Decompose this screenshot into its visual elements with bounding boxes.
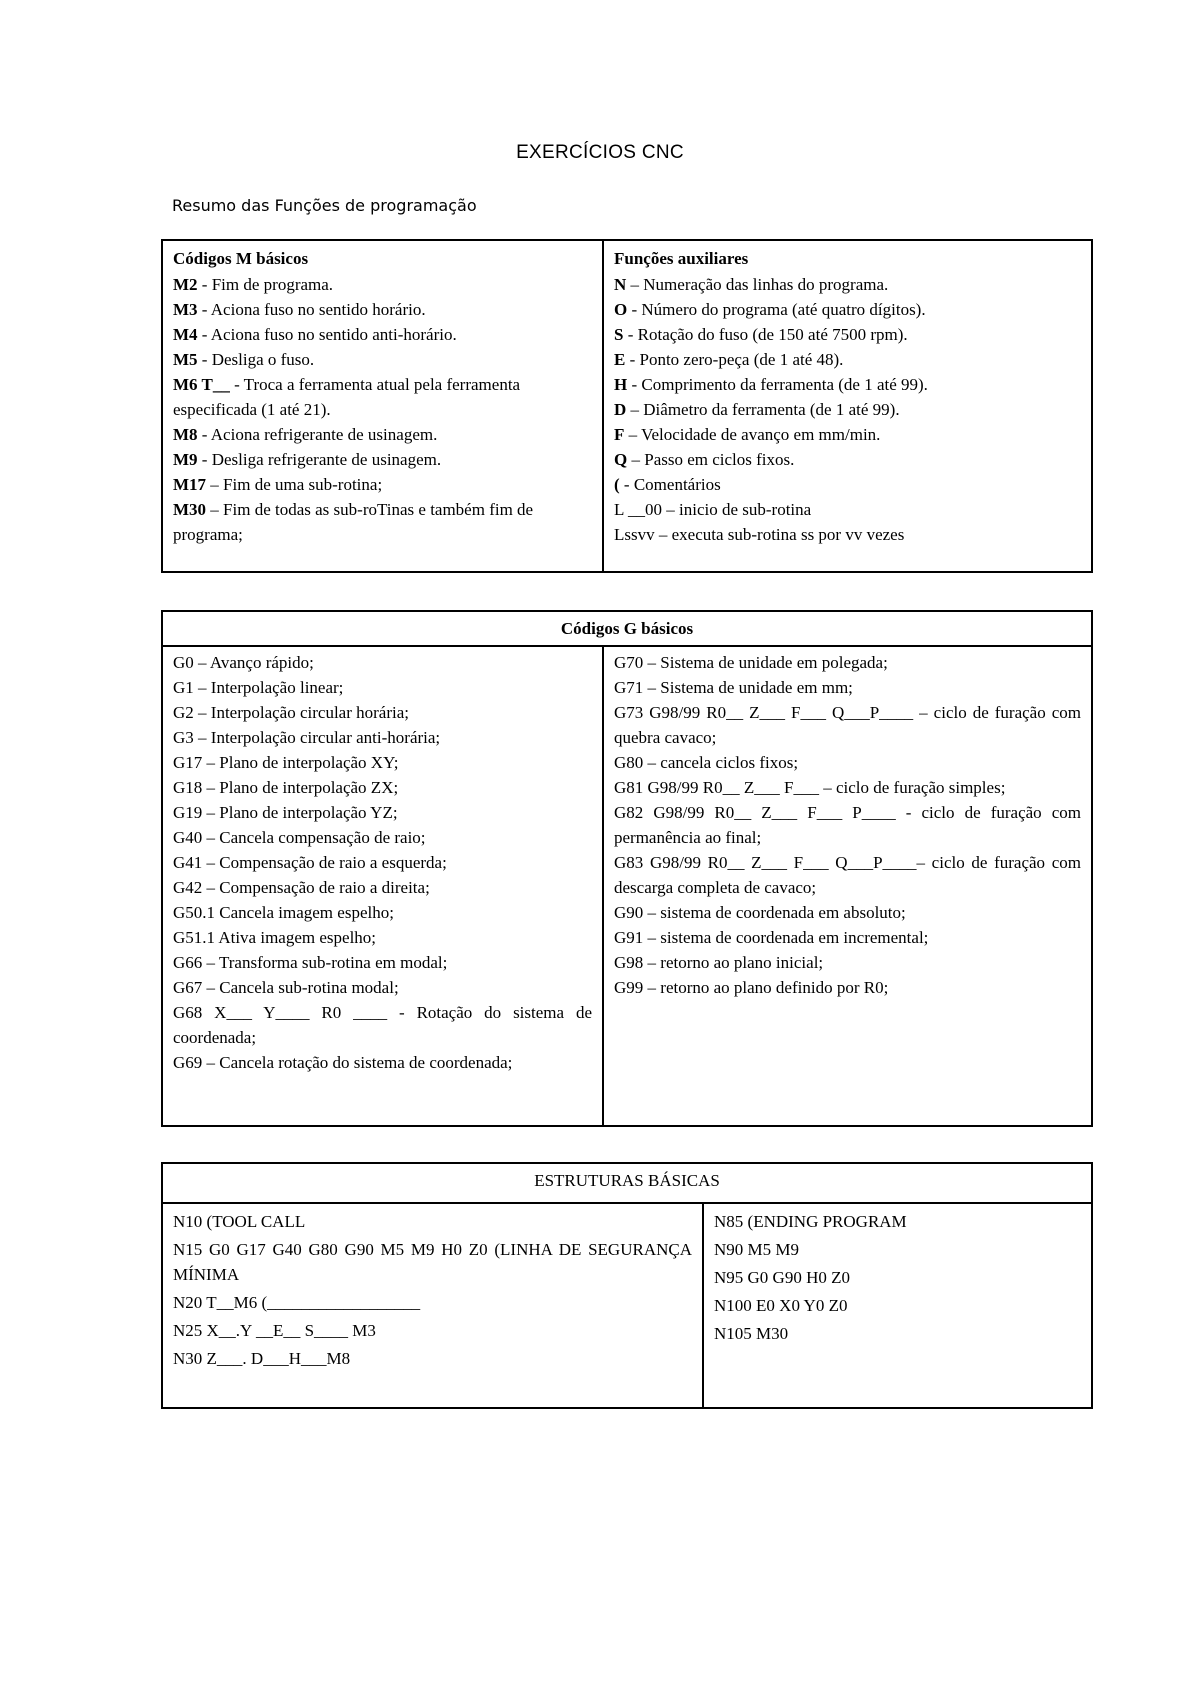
g-code-item: G81 G98/99 R0__ Z___ F___ – ciclo de furação simples;: [614, 778, 1006, 797]
code-label: M5: [173, 350, 198, 369]
m-code-item: [173, 472, 592, 497]
g-code-item: G80 – cancela ciclos fixos;: [614, 753, 799, 772]
g-code-item: G69 – Cancela rotação do sistema de coordenada;: [173, 1053, 513, 1072]
code-label: M2: [173, 275, 198, 294]
g-code-item: G68 X___ Y____ R0 ____ - Rotação do sistema de coordenada;: [173, 1003, 592, 1047]
code-label: O: [614, 300, 628, 319]
code-description: – Velocidade de avanço em mm/min.: [624, 425, 881, 444]
code-description: - Comentários: [619, 475, 721, 494]
aux-function-item: [614, 422, 1081, 447]
m-code-item: [173, 447, 592, 472]
code-description: – Fim de todas as sub-roTinas e também fim de programa;: [173, 500, 534, 544]
table-row: [162, 646, 1092, 1126]
g-code-item: G2 – Interpolação circular horária;: [173, 703, 409, 722]
code-label: M17: [173, 475, 207, 494]
aux-function-item: [614, 272, 1081, 297]
structures-left-cell: [162, 1203, 703, 1408]
aux-function-item: [614, 372, 1081, 397]
structures-header: ESTRUTURAS BÁSICAS: [162, 1163, 1092, 1203]
code-description: - Ponto zero-peça (de 1 até 48).: [625, 350, 844, 369]
code-label: Q: [614, 450, 628, 469]
m-code-item: [173, 297, 592, 322]
aux-function-item: [614, 297, 1081, 322]
code-description: Lssvv – executa sub-rotina ss por vv vezes: [614, 525, 905, 544]
code-description: L __00 – inicio de sub-rotina: [614, 500, 812, 519]
g-code-item: G1 – Interpolação linear;: [173, 678, 344, 697]
m-codes-list: [173, 272, 592, 547]
structure-line: N30 Z___. D___H___M8: [173, 1349, 351, 1368]
code-label: D: [614, 400, 627, 419]
code-label: F: [614, 425, 625, 444]
m-codes-header: Códigos M básicos: [173, 249, 309, 268]
m-code-item: [173, 322, 592, 347]
g-codes-right-list: [614, 650, 1081, 1000]
code-label: M4: [173, 325, 198, 344]
code-label: M6 T__: [173, 375, 230, 394]
code-label: H: [614, 375, 628, 394]
m-code-item: [173, 497, 592, 547]
code-description: – Numeração das linhas do programa.: [626, 275, 889, 294]
code-label: M8: [173, 425, 198, 444]
g-code-item: G66 – Transforma sub-rotina em modal;: [173, 953, 448, 972]
g-code-item: G19 – Plano de interpolação YZ;: [173, 803, 398, 822]
structure-line: N90 M5 M9: [714, 1240, 800, 1259]
g-code-item: G98 – retorno ao plano inicial;: [614, 953, 824, 972]
g-code-item: G91 – sistema de coordenada em incremental;: [614, 928, 929, 947]
g-code-item: G67 – Cancela sub-rotina modal;: [173, 978, 399, 997]
code-description: - Aciona fuso no sentido horário.: [197, 300, 426, 319]
aux-function-item: [614, 347, 1081, 372]
aux-function-item: [614, 322, 1081, 347]
m-code-item: [173, 347, 592, 372]
code-description: - Número do programa (até quatro dígitos).: [627, 300, 926, 319]
code-description: - Troca a ferramenta atual pela ferramenta especificada (1 até 21).: [173, 375, 521, 419]
g-code-item: G0 – Avanço rápido;: [173, 653, 314, 672]
aux-functions-header: Funções auxiliares: [614, 249, 749, 268]
code-description: - Fim de programa.: [197, 275, 334, 294]
structure-line: N105 M30: [714, 1324, 789, 1343]
g-codes-right-cell: [603, 646, 1092, 1126]
code-description: - Rotação do fuso (de 150 até 7500 rpm).: [623, 325, 908, 344]
table-row: [162, 1163, 1092, 1203]
page-subtitle: Resumo das Funções de programação: [172, 196, 477, 215]
structure-line: N95 G0 G90 H0 Z0: [714, 1268, 850, 1287]
m-codes-table: [161, 239, 1093, 573]
aux-function-item: [614, 447, 1081, 472]
g-code-item: G42 – Compensação de raio a direita;: [173, 878, 430, 897]
aux-functions-list: [614, 272, 1081, 547]
g-codes-table: [161, 610, 1093, 1127]
code-label: (: [614, 475, 620, 494]
g-code-item: G18 – Plano de interpolação ZX;: [173, 778, 399, 797]
code-description: – Passo em ciclos fixos.: [627, 450, 795, 469]
g-code-item: G17 – Plano de interpolação XY;: [173, 753, 399, 772]
g-code-item: G73 G98/99 R0__ Z___ F___ Q___P____ – ciclo de furação com quebra cavaco;: [614, 703, 1081, 747]
code-description: – Fim de uma sub-rotina;: [206, 475, 383, 494]
code-label: E: [614, 350, 626, 369]
g-codes-left-cell: [162, 646, 603, 1126]
aux-function-item: [614, 497, 1081, 522]
code-description: - Aciona refrigerante de usinagem.: [197, 425, 438, 444]
code-label: M3: [173, 300, 198, 319]
code-label: M30: [173, 500, 207, 519]
structure-line: N10 (TOOL CALL: [173, 1212, 306, 1231]
code-description: - Desliga o fuso.: [197, 350, 315, 369]
page-title: EXERCÍCIOS CNC: [516, 142, 684, 163]
g-code-item: G70 – Sistema de unidade em polegada;: [614, 653, 888, 672]
m-code-item: [173, 272, 592, 297]
m-code-item: [173, 372, 592, 422]
structures-right-list: [714, 1209, 1081, 1346]
structure-line: N25 X__.Y __E__ S____ M3: [173, 1321, 376, 1340]
g-codes-left-list: [173, 650, 592, 1075]
structure-line: N85 (ENDING PROGRAM: [714, 1212, 907, 1231]
g-code-item: G50.1 Cancela imagem espelho;: [173, 903, 394, 922]
table-row: [162, 240, 1092, 572]
code-label: S: [614, 325, 624, 344]
g-code-item: G90 – sistema de coordenada em absoluto;: [614, 903, 906, 922]
m-code-item: [173, 422, 592, 447]
g-code-item: G83 G98/99 R0__ Z___ F___ Q___P____– ciclo de furação com descarga completa de cavaco;: [614, 853, 1081, 897]
structures-right-cell: [703, 1203, 1092, 1408]
structures-table: [161, 1162, 1093, 1409]
g-code-item: G51.1 Ativa imagem espelho;: [173, 928, 377, 947]
code-description: - Comprimento da ferramenta (de 1 até 99).: [627, 375, 928, 394]
table-row: [162, 611, 1092, 646]
code-description: - Aciona fuso no sentido anti-horário.: [197, 325, 457, 344]
aux-functions-cell: [603, 240, 1092, 572]
aux-function-item: [614, 472, 1081, 497]
code-description: – Diâmetro da ferramenta (de 1 até 99).: [626, 400, 900, 419]
table-row: [162, 1203, 1092, 1408]
g-code-item: G71 – Sistema de unidade em mm;: [614, 678, 853, 697]
code-description: - Desliga refrigerante de usinagem.: [197, 450, 442, 469]
aux-function-item: [614, 522, 1081, 547]
structure-line: N20 T__M6 (__________________: [173, 1293, 421, 1312]
g-code-item: G99 – retorno ao plano definido por R0;: [614, 978, 889, 997]
code-label: M9: [173, 450, 198, 469]
g-code-item: G41 – Compensação de raio a esquerda;: [173, 853, 447, 872]
aux-function-item: [614, 397, 1081, 422]
g-codes-header: Códigos G básicos: [162, 611, 1092, 646]
g-code-item: G40 – Cancela compensação de raio;: [173, 828, 426, 847]
g-code-item: G82 G98/99 R0__ Z___ F___ P____ - ciclo de furação com permanência ao final;: [614, 803, 1081, 847]
m-codes-cell: [162, 240, 603, 572]
structure-line: N15 G0 G17 G40 G80 G90 M5 M9 H0 Z0 (LINHA DE SEGURANÇA MÍNIMA: [173, 1240, 692, 1284]
structures-left-list: [173, 1209, 692, 1371]
structure-line: N100 E0 X0 Y0 Z0: [714, 1296, 848, 1315]
code-label: N: [614, 275, 627, 294]
g-code-item: G3 – Interpolação circular anti-horária;: [173, 728, 441, 747]
